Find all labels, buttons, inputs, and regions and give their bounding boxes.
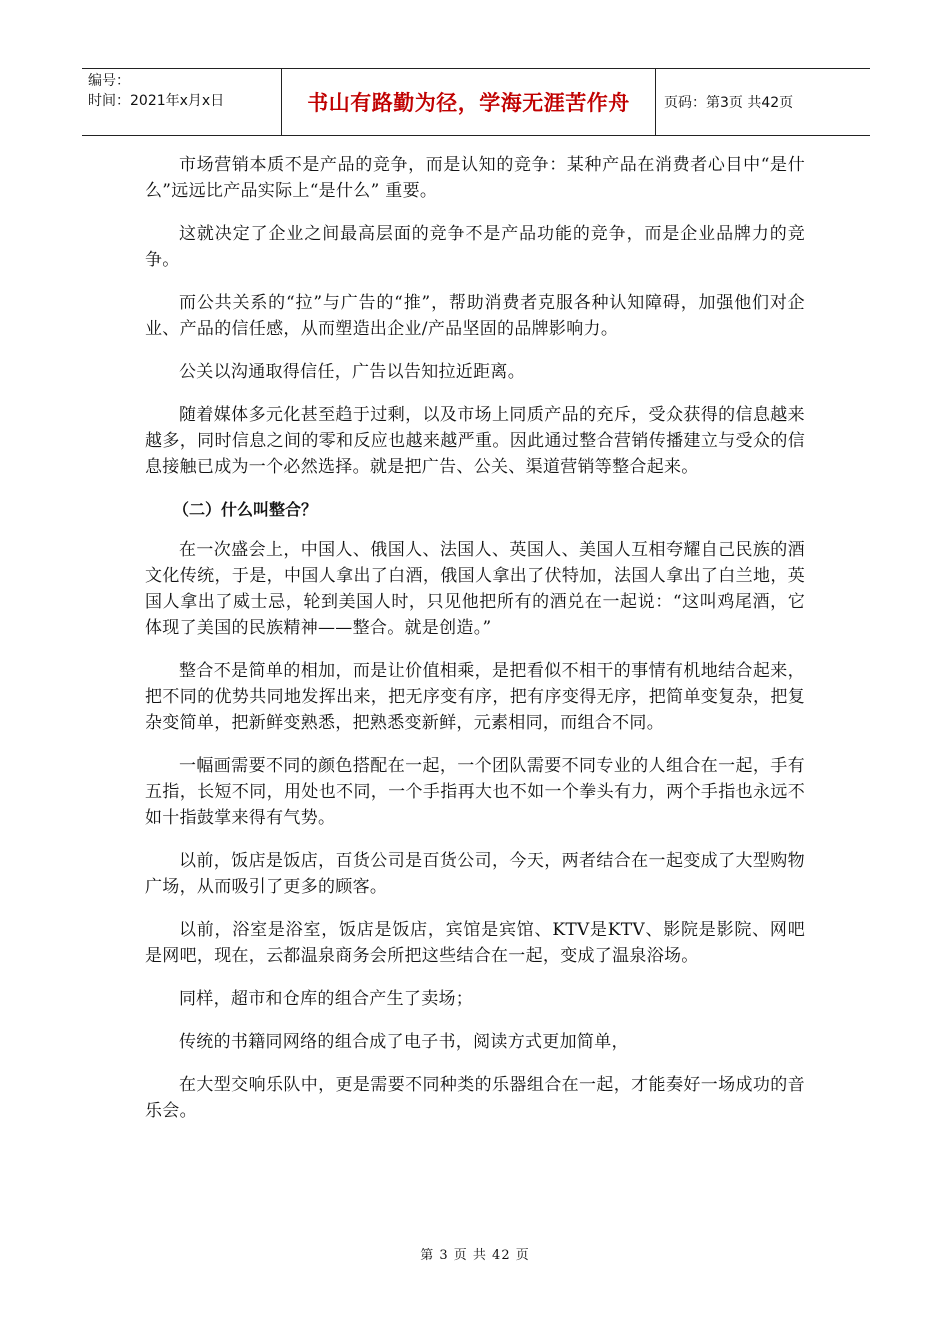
paragraph: 而公共关系的“拉”与广告的“推”，帮助消费者克服各种认知障碍，加强他们对企业、产品的信任感，从而塑造出企业/产品坚固的品牌影响力。	[145, 293, 805, 339]
document-body	[145, 152, 805, 1141]
paragraph: 随着媒体多元化甚至趋于过剩，以及市场上同质产品的充斥，受众获得的信息越来越多，同时信息之间的零和反应也越来越严重。因此通过整合营销传播建立与受众的信息接触已成为一个必然选择。就是把广告、公关、渠道营销等整合起来。	[145, 405, 805, 477]
header-motto: 书山有路勤为径，学海无涯苦作舟	[282, 69, 656, 135]
document-time-label: 时间：2021年x月x日	[88, 93, 225, 109]
paragraph: 一幅画需要不同的颜色搭配在一起，一个团队需要不同专业的人组合在一起，手有五指，长短不同，用处也不同，一个手指再大也不如一个拳头有力，两个手指也永远不如十指鼓掌来得有气势。	[145, 756, 805, 828]
paragraph: 这就决定了企业之间最高层面的竞争不是产品功能的竞争，而是企业品牌力的竞争。	[145, 224, 805, 270]
section-heading: （二）什么叫整合？	[173, 500, 318, 519]
paragraph: 市场营销本质不是产品的竞争，而是认知的竞争：某种产品在消费者心目中“是什么”远远比产品实际上“是什么” 重要。	[145, 155, 805, 201]
header-meta	[82, 69, 282, 135]
paragraph: 在一次盛会上，中国人、俄国人、法国人、英国人、美国人互相夸耀自己民族的酒文化传统，于是，中国人拿出了白酒，俄国人拿出了伏特加，法国人拿出了白兰地，英国人拿出了威士忌，轮到美国人时，只见他把所有的酒兑在一起说：“这叫鸡尾酒，它体现了美国的民族精神——整合。就是创造。”	[145, 540, 805, 638]
paragraph: 以前，浴室是浴室，饭店是饭店，宾馆是宾馆、KTV是KTV、影院是影院、网吧是网吧，现在，云都温泉商务会所把这些结合在一起，变成了温泉浴场。	[145, 920, 805, 966]
document-number-label: 编号：	[88, 73, 130, 89]
paragraph: 公关以沟通取得信任，广告以告知拉近距离。	[179, 362, 525, 382]
paragraph: 同样，超市和仓库的组合产生了卖场；	[179, 989, 474, 1009]
paragraph: 在大型交响乐队中，更是需要不同种类的乐器组合在一起，才能奏好一场成功的音乐会。	[145, 1075, 805, 1121]
header-page-info: 页码：第3页 共42页	[664, 95, 794, 111]
paragraph: 以前，饭店是饭店，百货公司是百货公司，今天，两者结合在一起变成了大型购物广场，从而吸引了更多的顾客。	[145, 851, 805, 897]
page-header	[82, 68, 870, 136]
paragraph: 整合不是简单的相加，而是让价值相乘，是把看似不相干的事情有机地结合起来，把不同的优势共同地发挥出来，把无序变有序，把有序变得无序，把简单变复杂，把复杂变简单，把新鲜变熟悉，把熟悉变新鲜，元素相同，而组合不同。	[145, 661, 805, 733]
page-footer: 第 3 页 共 42 页	[420, 1248, 530, 1263]
paragraph: 传统的书籍同网络的组合成了电子书，阅读方式更加简单，	[179, 1032, 629, 1052]
